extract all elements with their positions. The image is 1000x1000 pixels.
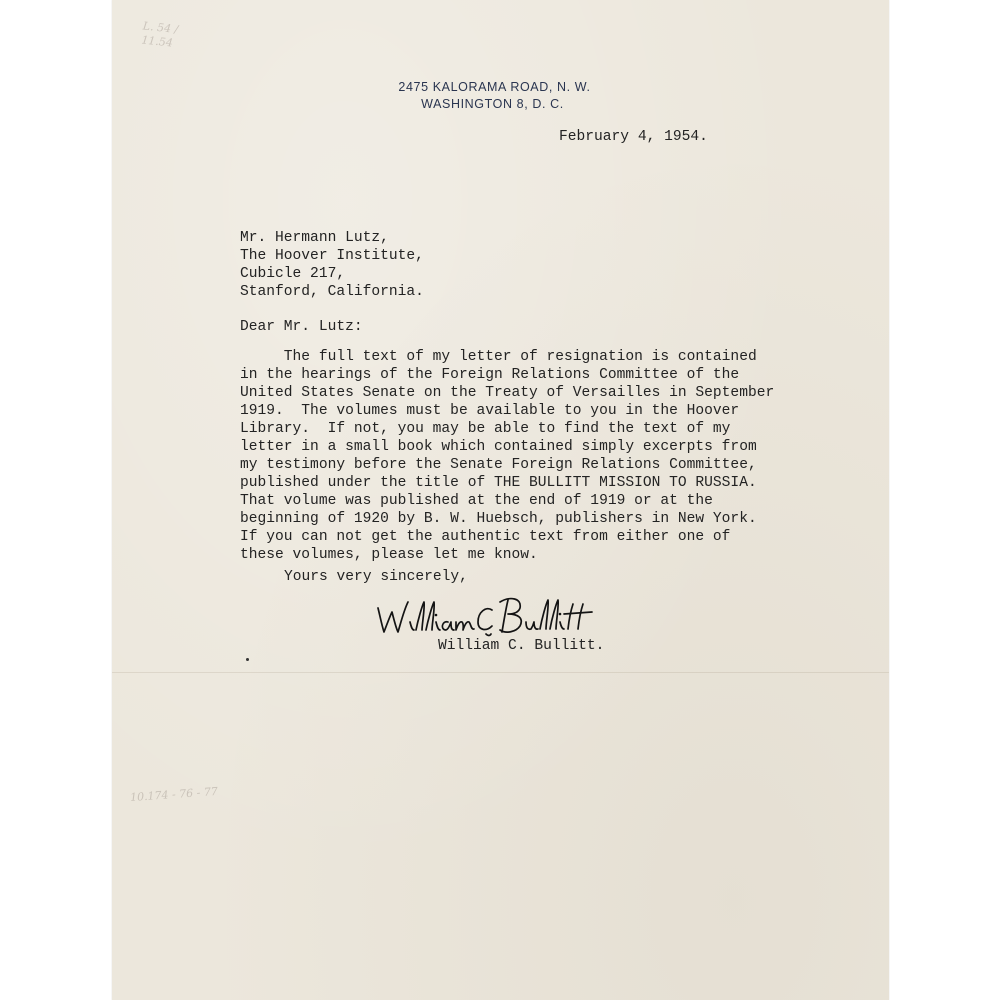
recipient-name: Mr. Hermann Lutz,: [240, 230, 389, 246]
body-line: my testimony before the Senate Foreign Relations Committee,: [240, 457, 757, 473]
body-line: beginning of 1920 by B. W. Huebsch, publishers in New York.: [240, 511, 757, 527]
handwritten-signature: [370, 588, 600, 643]
pencil-note-top-left: [141, 19, 194, 52]
pencil-note-lower-left: [130, 785, 219, 804]
recipient-organization: The Hoover Institute,: [240, 248, 424, 264]
letterhead-address: 2475 KALORAMA ROAD, N. W.: [398, 80, 591, 94]
letter-page: [112, 0, 889, 1000]
letterhead-city: WASHINGTON 8, D. C.: [421, 97, 564, 111]
body-line: If you can not get the authentic text from either one of: [240, 529, 731, 545]
salutation: Dear Mr. Lutz:: [240, 319, 363, 335]
body-line: 1919. The volumes must be available to you in the Hoover: [240, 403, 740, 419]
body-line: in the hearings of the Foreign Relations Committee of the: [240, 367, 740, 383]
body-line: The full text of my letter of resignation is contained: [240, 349, 757, 365]
pencil-note-lower-left-text: 10.174 - 76 - 77: [129, 784, 219, 805]
paper-fold-line: [112, 672, 889, 673]
recipient-city: Stanford, California.: [240, 284, 424, 300]
body-line: United States Senate on the Treaty of Versailles in September: [240, 385, 775, 401]
body-line: published under the title of THE BULLITT MISSION TO RUSSIA.: [240, 475, 757, 491]
body-line: these volumes, please let me know.: [240, 547, 538, 563]
recipient-room: Cubicle 217,: [240, 266, 346, 282]
pencil-note-top-left-text: L. 54 / 11.54: [140, 19, 179, 50]
body-line: letter in a small book which contained simply excerpts from: [240, 439, 757, 455]
letter-date: February 4, 1954.: [559, 129, 708, 145]
body-line: Library. If not, you may be able to find the text of my: [240, 421, 731, 437]
ink-dot: [246, 658, 249, 661]
typed-signature: William C. Bullitt.: [438, 638, 605, 654]
closing: Yours very sincerely,: [284, 569, 468, 585]
body-line: That volume was published at the end of 1919 or at the: [240, 493, 713, 509]
